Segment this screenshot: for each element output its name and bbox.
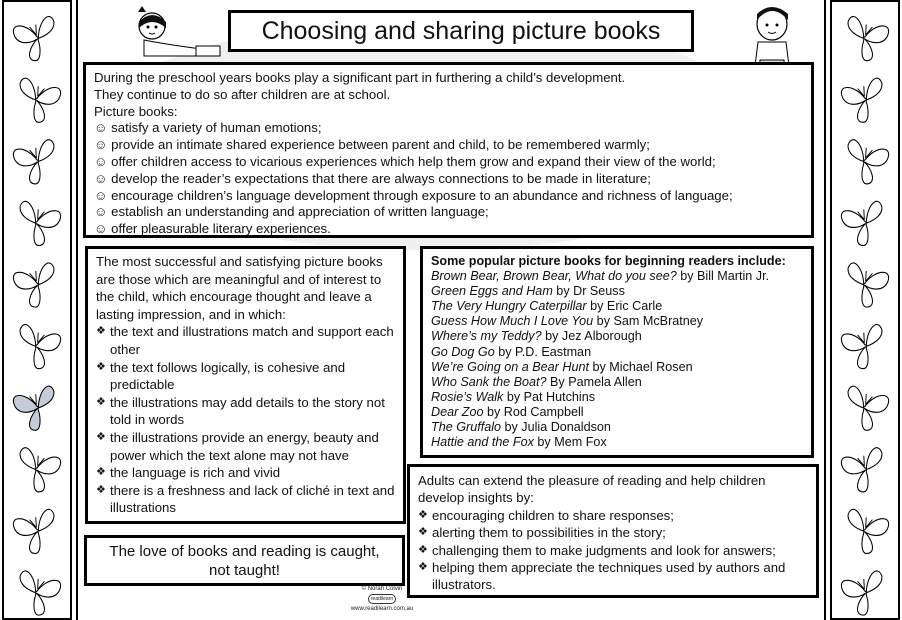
diamond-bullet-icon: ❖ (96, 325, 106, 338)
diamond-bullet-icon: ❖ (96, 360, 106, 373)
list-item: ❖ the language is rich and vivid (96, 465, 281, 481)
list-item: ❖ helping them appreciate the techniques used by authors and illustrators. (418, 560, 786, 593)
diamond-bullet-icon: ❖ (418, 526, 428, 539)
diamond-bullet-icon: ❖ (96, 430, 106, 443)
smiley-icon: ☺ (94, 120, 108, 136)
book-item: The Very Hungry Caterpillar by Eric Carle (431, 299, 663, 314)
butterfly-icon (12, 136, 64, 188)
butterfly-icon (12, 506, 64, 558)
diamond-bullet-icon: ❖ (418, 543, 428, 556)
butterfly-icon (10, 75, 62, 127)
right-butterfly-border (830, 0, 900, 620)
copyright-text: © Norah Colvin (361, 586, 403, 592)
list-item: ❖ alerting them to possibilities in the story; (418, 525, 666, 541)
list-item: ❖ the illustrations may add details to the story not told in words (96, 394, 385, 428)
book-item: Go Dog Go by P.D. Eastman (431, 344, 592, 359)
list-item: ☺ establish an understanding and appreciation of written language; (94, 204, 489, 220)
quote-box (84, 535, 405, 586)
list-item: ❖ the text and illustrations match and support each other (96, 324, 394, 357)
butterfly-icon (10, 568, 62, 618)
diamond-bullet-icon: ❖ (96, 395, 106, 408)
butterfly-icon (838, 506, 890, 558)
diamond-bullet-icon: ❖ (418, 508, 428, 521)
list-item: ☺ satisfy a variety of human emotions; (94, 120, 322, 136)
book-item: The Gruffalo by Julia Donaldson (431, 420, 611, 435)
butterfly-icon (838, 383, 890, 435)
adults-intro: Adults can extend the pleasure of reading and help children develop insights by: (418, 473, 766, 506)
smiley-icon: ☺ (94, 170, 108, 186)
butterfly-icon (10, 321, 62, 373)
book-item: We’re Going on a Bear Hunt by Michael Rosen (431, 359, 693, 374)
book-item: Where’s my Teddy? by Jez Alborough (431, 329, 642, 344)
book-item: Who Sank the Boat? By Pamela Allen (431, 374, 642, 389)
book-item: Hattie and the Fox by Mem Fox (431, 435, 607, 450)
list-item: ❖ the illustrations provide an energy, beauty and power which the text alone may not have (96, 429, 379, 463)
list-item: ❖ there is a freshness and lack of cliché in text and illustrations (96, 482, 395, 516)
butterfly-icon (10, 444, 62, 496)
readilearn-logo: readilearn (368, 594, 396, 604)
adults-list (418, 507, 808, 594)
list-item: ❖ the text follows logically, is cohesive and predictable (96, 359, 346, 393)
list-item: ☺ offer pleasurable literary experiences. (94, 221, 331, 237)
book-item: Brown Bear, Brown Bear, What do you see? by Bill Martin Jr. (431, 269, 770, 284)
criteria-box (85, 246, 406, 524)
credit-url: www.readilearn.com.au (350, 606, 414, 612)
books-box (420, 246, 814, 458)
butterfly-icon (840, 568, 892, 618)
title-box (228, 10, 694, 52)
butterfly-icon (10, 198, 62, 250)
butterfly-icon (840, 321, 892, 373)
intro-line: Picture books: (94, 103, 178, 119)
intro-box (83, 62, 814, 238)
butterfly-icon (12, 260, 64, 312)
book-item: Guess How Much I Love You by Sam McBratney (431, 314, 704, 329)
list-item: ☺ provide an intimate shared experience between parent and child, to be remembered warmly; (94, 137, 650, 153)
diamond-bullet-icon: ❖ (96, 466, 106, 479)
criteria-intro: The most successful and satisfying picture books are those which are meaningful and of interest to the child, which encourage thought and leave a lasting impression, and in which: (96, 254, 383, 322)
smiley-icon: ☺ (94, 137, 108, 153)
smiley-icon: ☺ (94, 153, 108, 169)
butterfly-icon (12, 13, 64, 65)
page-title: Choosing and sharing picture books (261, 16, 661, 45)
list-item: ☺ develop the reader’s expectations that there are always connections to be made in literature; (94, 170, 651, 186)
girl-reading-illustration (104, 4, 228, 66)
quote-text: The love of books and reading is caught, not taught! (109, 542, 380, 579)
list-item: ❖ challenging them to make judgments and look for answers; (418, 542, 776, 558)
butterfly-icon (838, 136, 890, 188)
book-item: Rosie’s Walk by Pat Hutchins (431, 389, 596, 404)
left-butterfly-border (2, 0, 72, 620)
credit (332, 585, 432, 613)
butterfly-icon (840, 75, 892, 127)
list-item: ❖ encouraging children to share responses; (418, 507, 674, 523)
smiley-icon: ☺ (94, 204, 108, 220)
butterfly-icon (838, 13, 890, 65)
books-heading: Some popular picture books for beginning readers include: (431, 254, 786, 268)
butterfly-icon (12, 383, 64, 435)
intro-line: They continue to do so after children are at school. (94, 86, 391, 102)
diamond-bullet-icon: ❖ (96, 483, 106, 496)
butterfly-icon (838, 260, 890, 312)
list-item: ☺ offer children access to vicarious experiences which help them grow and expand their view of the world; (94, 153, 716, 169)
book-item: Dear Zoo by Rod Campbell (431, 404, 584, 419)
diamond-bullet-icon: ❖ (418, 561, 428, 574)
intro-line: During the preschool years books play a significant part in furthering a child’s development. (94, 70, 626, 85)
list-item: ☺ encourage children’s language development through exposure to an abundance and richness of language; (94, 187, 733, 203)
smiley-icon: ☺ (94, 221, 108, 237)
smiley-icon: ☺ (94, 187, 108, 203)
butterfly-icon (840, 444, 892, 496)
book-item: Green Eggs and Ham by Dr Seuss (431, 284, 625, 299)
adults-box (407, 464, 819, 598)
butterfly-icon (840, 198, 892, 250)
criteria-list (96, 323, 395, 517)
